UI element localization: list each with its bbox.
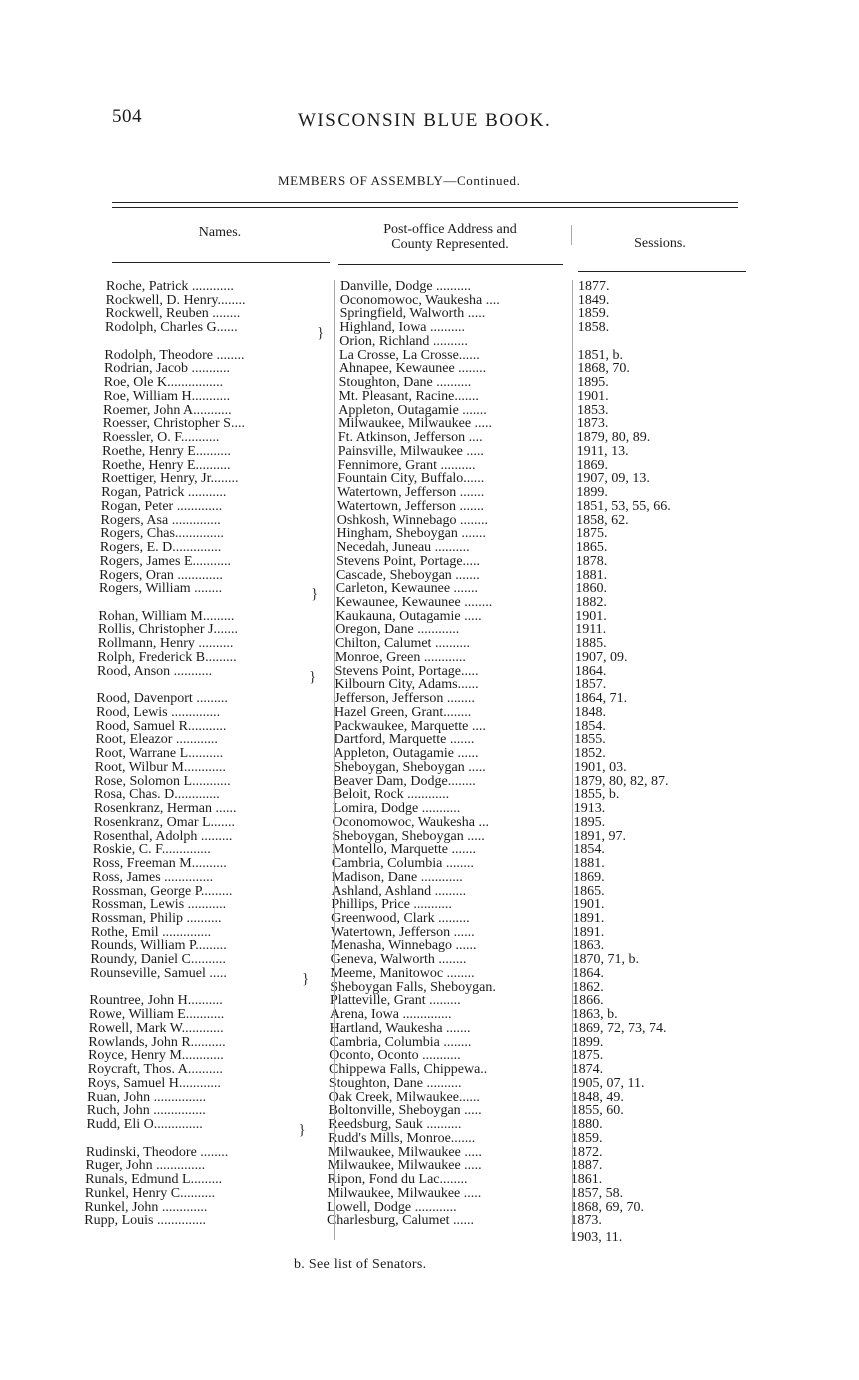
member-sessions: 1879, 80, 89.: [576, 431, 651, 446]
member-name: Roettiger, Henry, Jr........: [101, 472, 239, 487]
member-address: Milwaukee, Milwaukee .....: [338, 417, 493, 432]
member-name: Roskie, C. F..............: [92, 843, 211, 858]
table-row: [0, 459, 859, 473]
member-name: Rogers, James E...........: [99, 554, 232, 569]
running-head: WISCONSIN BLUE BOOK.: [298, 110, 552, 131]
member-sessions: 1875.: [575, 527, 608, 542]
table-row: [0, 788, 859, 802]
table-row: [0, 1104, 859, 1118]
table-row: [0, 349, 859, 363]
member-name: Rodolph, Charles G......: [105, 321, 238, 336]
member-sessions: 1881.: [573, 857, 605, 872]
table-row: [0, 926, 859, 940]
sessions-header-rule: [578, 271, 746, 272]
footnote: b. See list of Senators.: [294, 1257, 427, 1272]
member-sessions: 1862.: [572, 980, 604, 995]
member-name: Rosenthal, Adolph .........: [93, 829, 233, 844]
table-row: [0, 843, 859, 857]
member-address: Oshkosh, Winnebago ........: [336, 513, 488, 528]
member-sessions: 1848.: [574, 705, 607, 720]
column-header-address-line1: Post-office Address and: [383, 222, 517, 237]
member-address: Stoughton, Dane ..........: [328, 1076, 462, 1091]
member-sessions: 1864.: [572, 966, 604, 981]
member-address: Hazel Green, Grant........: [334, 705, 472, 720]
column-header-names: Names.: [198, 225, 242, 240]
table-row: [0, 678, 859, 692]
member-address: Fountain City, Buffalo......: [337, 472, 485, 487]
member-sessions: 1899.: [571, 1035, 604, 1050]
table-row: [0, 720, 859, 734]
member-sessions: 1875.: [571, 1049, 604, 1064]
member-address: Milwaukee, Milwaukee .....: [327, 1186, 482, 1201]
table-row: [0, 472, 859, 486]
member-name: Rossman, Lewis ...........: [91, 898, 227, 913]
member-sessions: 1857, 58.: [570, 1186, 624, 1201]
table-row: [0, 651, 859, 665]
member-name: Runkel, Henry C..........: [84, 1186, 216, 1201]
member-name: Root, Wilbur M............: [94, 760, 226, 775]
member-name: Roundy, Daniel C..........: [90, 953, 226, 968]
member-address: Arena, Iowa ..............: [329, 1008, 452, 1023]
member-name: Rosenkranz, Herman ......: [93, 802, 237, 817]
member-sessions: 1895.: [577, 376, 609, 391]
member-sessions: 1869, 72, 73, 74.: [571, 1021, 667, 1036]
member-sessions: 1895.: [573, 815, 606, 830]
member-address: Oconomowoc, Waukesha ....: [339, 293, 500, 308]
address-header-rule: [338, 264, 563, 265]
member-address: Watertown, Jefferson ......: [330, 925, 475, 940]
member-name: Ross, James ..............: [92, 870, 214, 885]
member-sessions: 1885.: [575, 637, 607, 652]
member-address: Danville, Dodge ..........: [340, 280, 472, 294]
table-row: [0, 802, 859, 816]
member-name: Rood, Anson ...........: [97, 664, 213, 679]
top-rule-double: [112, 207, 738, 208]
member-address: Highland, Iowa ..........: [339, 321, 466, 336]
member-sessions: 1880.: [571, 1118, 603, 1133]
member-address: Dartford, Marquette .......: [333, 733, 475, 748]
member-sessions: 1849.: [577, 293, 610, 308]
member-address: Springfield, Walworth .....: [339, 307, 486, 322]
member-address: Kilbourn City, Adams......: [334, 678, 479, 693]
member-name: Rollmann, Henry ..........: [97, 637, 234, 652]
member-sessions: 1887.: [570, 1159, 603, 1174]
column-header-address-line2: County Represented.: [391, 237, 509, 252]
member-address: Ripon, Fond du Lac........: [327, 1173, 468, 1188]
member-address: Packwaukee, Marquette ....: [333, 719, 486, 734]
member-sessions: 1859.: [577, 307, 610, 322]
member-name: Rogers, Chas..............: [100, 527, 224, 542]
member-address: Ashland, Ashland .........: [331, 884, 467, 899]
table-row: [0, 514, 859, 528]
member-address: Oconto, Oconto ...........: [329, 1049, 461, 1064]
member-name: Rounseville, Samuel .....: [90, 966, 227, 981]
table-row: [0, 953, 859, 967]
member-address: Sheboygan Falls, Sheboygan.: [330, 980, 496, 995]
table-row: [0, 555, 859, 569]
member-sessions: 1901.: [575, 609, 607, 624]
table-subtitle: MEMBERS OF ASSEMBLY—Continued.: [278, 173, 521, 188]
member-sessions: 1852.: [574, 747, 606, 762]
member-name: Rogers, Oran .............: [99, 568, 223, 583]
table-row: [0, 747, 859, 761]
member-name: Ruan, John ...............: [87, 1090, 207, 1105]
member-name: Rockwell, D. Henry........: [105, 293, 246, 308]
brace-mark: }: [317, 325, 325, 342]
member-sessions: 1901, 03.: [574, 760, 627, 775]
member-address: Watertown, Jefferson .......: [337, 486, 485, 501]
member-name: Rountree, John H..........: [89, 994, 223, 1009]
member-sessions: 1863.: [572, 939, 605, 954]
member-sessions: 1868, 70.: [577, 362, 630, 377]
table-row: [0, 1118, 859, 1132]
table-row: [0, 582, 859, 596]
member-address: Lowell, Dodge ............: [327, 1200, 457, 1215]
member-sessions: 1874.: [571, 1063, 604, 1078]
table-row: [0, 569, 859, 583]
member-sessions: 1879, 80, 82, 87.: [573, 774, 669, 789]
member-sessions: 1869.: [573, 870, 605, 885]
table-row: [0, 981, 859, 995]
member-name: Rood, Davenport .........: [96, 692, 228, 707]
member-name: Rudinski, Theodore ........: [85, 1145, 229, 1160]
member-sessions: 1907, 09, 13.: [576, 472, 650, 487]
member-name: Rosenkranz, Omar L.......: [93, 815, 236, 830]
member-name: Ruch, John ...............: [86, 1104, 206, 1119]
member-name: Roemer, John A...........: [103, 403, 232, 418]
member-address: Rudd's Mills, Monroe.......: [328, 1131, 476, 1146]
member-sessions: 1863, b.: [572, 1008, 618, 1023]
table-row: [0, 500, 859, 514]
member-name: Rohan, William M.........: [98, 609, 235, 624]
member-address: Mt. Pleasant, Racine.......: [338, 389, 479, 404]
member-name: Roesser, Christopher S....: [102, 417, 245, 432]
member-address: Cambria, Columbia ........: [329, 1035, 472, 1050]
table-row: [0, 706, 859, 720]
member-address: Monroe, Green ............: [334, 650, 466, 665]
member-name: Rood, Lewis ..............: [96, 705, 221, 720]
table-row: [0, 335, 859, 349]
member-address: Hingham, Sheboygan .......: [336, 527, 486, 542]
member-address: Necedah, Juneau ..........: [336, 541, 470, 556]
member-sessions: 1854.: [573, 843, 605, 858]
member-address: Chilton, Calumet ..........: [335, 637, 470, 652]
member-name: Roe, William H...........: [103, 389, 231, 404]
member-sessions: 1861.: [570, 1173, 603, 1188]
last-row-sessions: 1903, 11.: [570, 1230, 623, 1245]
member-name: Roys, Samuel H............: [87, 1076, 221, 1091]
table-row: [0, 857, 859, 871]
member-name: Rossman, George P.........: [91, 884, 233, 899]
member-address: Oak Creek, Milwaukee......: [328, 1090, 480, 1105]
table-row: [0, 610, 859, 624]
member-name: Rowe, William E...........: [89, 1008, 225, 1023]
table-row: [0, 1022, 859, 1036]
table-row: [0, 1146, 859, 1160]
member-sessions: 1858.: [577, 321, 610, 336]
member-sessions: 1865.: [573, 884, 605, 899]
table-row: [0, 871, 859, 885]
member-sessions: 1907, 09.: [574, 650, 628, 665]
member-sessions: 1857.: [574, 678, 607, 693]
member-sessions: 1901.: [577, 389, 609, 404]
member-address: Platteville, Grant .........: [330, 994, 461, 1009]
member-name: Root, Eleazor ............: [95, 733, 218, 748]
member-name: Rossman, Philip ..........: [91, 912, 222, 926]
member-sessions: 1855.: [574, 733, 606, 748]
table-row: [0, 1132, 859, 1146]
address-column-separator: [334, 280, 335, 1240]
member-name: Roethe, Henry E..........: [101, 458, 231, 473]
member-name: Roethe, Henry E..........: [102, 444, 231, 459]
member-address: Appleton, Outagamie .......: [338, 403, 487, 418]
table-row: [0, 417, 859, 431]
member-name: Rockwell, Reuben ........: [105, 307, 241, 322]
member-address: Cambria, Columbia ........: [331, 857, 474, 872]
member-name: Rowell, Mark W............: [88, 1021, 224, 1036]
member-sessions: 1855, b.: [573, 788, 620, 803]
member-address: Chippewa Falls, Chippewa..: [329, 1063, 488, 1078]
member-address: Milwaukee, Milwaukee .....: [327, 1145, 482, 1160]
member-address: Fennimore, Grant ..........: [337, 458, 476, 473]
member-address: Meeme, Manitowoc ........: [330, 966, 475, 981]
member-address: Appleton, Outagamie ......: [333, 747, 479, 762]
table-row: [0, 280, 859, 294]
member-sessions: 1913.: [573, 802, 606, 817]
member-sessions: 1891, 97.: [573, 829, 627, 844]
member-address: Stoughton, Dane ..........: [338, 376, 472, 391]
member-address: Kaukauna, Outagamie .....: [335, 609, 482, 624]
table-row: [0, 1159, 859, 1173]
table-row: [0, 1091, 859, 1105]
member-sessions: 1865.: [575, 541, 608, 556]
member-sessions: 1869.: [576, 458, 609, 473]
member-sessions: 1866.: [572, 994, 604, 1009]
table-row: [0, 527, 859, 541]
member-name: Roche, Patrick ............: [106, 280, 234, 294]
member-sessions: 1851, 53, 55, 66.: [576, 499, 671, 514]
member-name: Rose, Solomon L...........: [94, 774, 231, 789]
member-name: Rupp, Louis ..............: [84, 1214, 206, 1229]
member-address: Ahnapee, Kewaunee ........: [338, 362, 487, 377]
member-address: Oconomowoc, Waukesha ...: [332, 815, 489, 830]
member-name: Roessler, O. F...........: [102, 431, 220, 446]
member-address: Stevens Point, Portage.....: [334, 664, 479, 679]
header-separator: [571, 225, 572, 245]
member-address: Kewaunee, Kewaunee ........: [335, 596, 493, 610]
member-address: Oregon, Dane ............: [335, 623, 460, 638]
member-address: Sheboygan, Sheboygan .....: [333, 760, 486, 775]
member-address: Lomira, Dodge ...........: [332, 802, 461, 817]
member-sessions: 1858, 62.: [576, 513, 629, 528]
table-row: [0, 994, 859, 1008]
member-sessions: 1899.: [576, 486, 608, 501]
member-name: Rood, Samuel R...........: [95, 719, 227, 734]
table-row: [0, 898, 859, 912]
member-address: Cascade, Sheboygan .......: [335, 568, 480, 583]
table-row: [0, 362, 859, 376]
member-address: Carleton, Kewaunee .......: [335, 582, 479, 597]
member-name: Rudd, Eli O..............: [86, 1118, 203, 1133]
member-sessions: 1905, 07, 11.: [571, 1076, 645, 1091]
member-address: La Crosse, La Crosse......: [339, 348, 480, 363]
table-row: [0, 1173, 859, 1187]
member-sessions: 1853.: [576, 403, 609, 418]
member-address: Hartland, Waukesha .......: [329, 1021, 471, 1036]
table-row: [0, 885, 859, 899]
table-row: [0, 486, 859, 500]
member-sessions: 1851, b.: [577, 348, 623, 363]
member-name: Ruger, John ..............: [85, 1159, 206, 1174]
column-header-sessions: Sessions.: [634, 236, 686, 251]
member-sessions: 1911.: [575, 623, 607, 638]
member-sessions: 1855, 60.: [571, 1104, 624, 1119]
column-header-address: [340, 222, 560, 252]
member-address: Geneva, Walworth ........: [330, 953, 467, 968]
member-name: Royce, Henry M............: [88, 1049, 224, 1064]
member-name: Rogers, Asa ..............: [100, 513, 221, 528]
member-name: Roycraft, Thos. A..........: [87, 1063, 223, 1078]
member-address: Watertown, Jefferson .......: [336, 499, 485, 514]
table-row: [0, 1214, 859, 1228]
member-name: Rogers, E. D..............: [99, 541, 222, 556]
member-sessions: 1854.: [574, 719, 606, 734]
member-address: Menasha, Winnebago ......: [330, 939, 477, 954]
member-sessions: 1859.: [571, 1131, 603, 1146]
top-rule: [112, 202, 738, 203]
table-row: [0, 321, 859, 335]
table-row: [0, 541, 859, 555]
member-sessions: 1873.: [576, 417, 609, 432]
table-row: [0, 761, 859, 775]
member-name: Runkel, John .............: [84, 1200, 208, 1215]
table-row: [0, 1049, 859, 1063]
member-address: Boltonville, Sheboygan .....: [328, 1104, 482, 1119]
table-row: [0, 692, 859, 706]
table-row: [0, 376, 859, 390]
table-row: [0, 816, 859, 830]
member-address: Montello, Marquette .......: [332, 843, 476, 858]
member-name: Root, Warrane L..........: [95, 747, 224, 762]
table-row: [0, 733, 859, 747]
member-address: Stevens Point, Portage.....: [336, 554, 481, 569]
member-sessions: 1872.: [570, 1145, 603, 1160]
member-sessions: 1877.: [578, 280, 610, 294]
member-address: Madison, Dane ............: [331, 870, 463, 885]
table-row: [0, 1187, 859, 1201]
member-sessions: 1911, 13.: [576, 444, 629, 459]
member-name: Rogan, Peter .............: [100, 499, 223, 514]
member-name: Ross, Freeman M..........: [92, 857, 227, 872]
member-sessions: 1873.: [570, 1214, 602, 1229]
member-sessions: 1891.: [572, 912, 605, 926]
member-name: Rollis, Christopher J.......: [98, 623, 239, 638]
member-address: Beloit, Rock ............: [332, 788, 450, 803]
member-name: Rothe, Emil ..............: [90, 925, 212, 940]
member-sessions: 1881.: [575, 568, 608, 583]
table-row: [0, 1036, 859, 1050]
page-number: 504: [112, 106, 142, 127]
member-name: Rogers, William ........: [98, 582, 223, 597]
member-sessions: 1870, 71, b.: [572, 953, 639, 968]
member-name: Rolph, Frederick B.........: [97, 650, 237, 665]
member-sessions: 1882.: [575, 596, 607, 610]
table-row: [0, 1008, 859, 1022]
names-header-rule: [112, 262, 330, 263]
sessions-column-separator: [572, 280, 573, 1240]
member-name: Rodrian, Jacob ...........: [104, 362, 231, 377]
member-address: Beaver Dam, Dodge........: [333, 774, 476, 789]
member-name: Rowlands, John R..........: [88, 1035, 226, 1050]
table-row: [0, 445, 859, 459]
table-row: [0, 390, 859, 404]
table-row: [0, 596, 859, 610]
member-name: Runals, Edmund L.........: [85, 1173, 223, 1188]
brace-mark: }: [309, 668, 317, 685]
table-row: [0, 665, 859, 679]
table-row: [0, 912, 859, 926]
member-sessions: 1848, 49.: [571, 1090, 624, 1105]
member-sessions: 1860.: [575, 582, 608, 597]
table-row: [0, 1077, 859, 1091]
member-address: Charlesburg, Calumet ......: [326, 1214, 475, 1229]
brace-mark: }: [298, 1122, 306, 1139]
table-row: [0, 307, 859, 321]
member-name: Rosa, Chas. D.............: [94, 788, 220, 803]
member-sessions: 1901.: [572, 898, 605, 913]
brace-mark: }: [310, 586, 319, 603]
brace-mark: }: [302, 970, 310, 987]
member-address: Ft. Atkinson, Jefferson ....: [337, 431, 483, 446]
member-address: Orion, Richland ..........: [339, 334, 468, 349]
member-address: Reedsburg, Sauk ..........: [328, 1118, 462, 1133]
member-address: Sheboygan, Sheboygan .....: [332, 829, 485, 844]
table-row: [0, 294, 859, 308]
table-row: [0, 830, 859, 844]
member-sessions: 1864, 71.: [574, 692, 628, 707]
member-name: Roe, Ole K................: [103, 376, 224, 391]
member-address: Jefferson, Jefferson ........: [334, 692, 475, 707]
member-sessions: 1864.: [574, 664, 607, 679]
member-sessions: 1878.: [575, 554, 608, 569]
table-row: [0, 623, 859, 637]
table-row: [0, 1063, 859, 1077]
member-address: Painsville, Milwaukee .....: [337, 444, 484, 459]
table-row: [0, 967, 859, 981]
table-row: [0, 404, 859, 418]
member-name: Rogan, Patrick ...........: [101, 486, 227, 501]
table-row: [0, 775, 859, 789]
table-row: [0, 939, 859, 953]
member-address: Phillips, Price ...........: [331, 898, 452, 913]
member-sessions: 1891.: [572, 925, 605, 940]
member-address: Greenwood, Clark .........: [331, 912, 470, 926]
member-name: Rounds, William P.........: [90, 939, 227, 954]
table-row: [0, 431, 859, 445]
member-name: Rodolph, Theodore ........: [104, 348, 245, 363]
table-row: [0, 1201, 859, 1215]
table-row: [0, 637, 859, 651]
member-address: Milwaukee, Milwaukee .....: [327, 1159, 482, 1174]
member-sessions: 1868, 69, 70.: [570, 1200, 644, 1215]
